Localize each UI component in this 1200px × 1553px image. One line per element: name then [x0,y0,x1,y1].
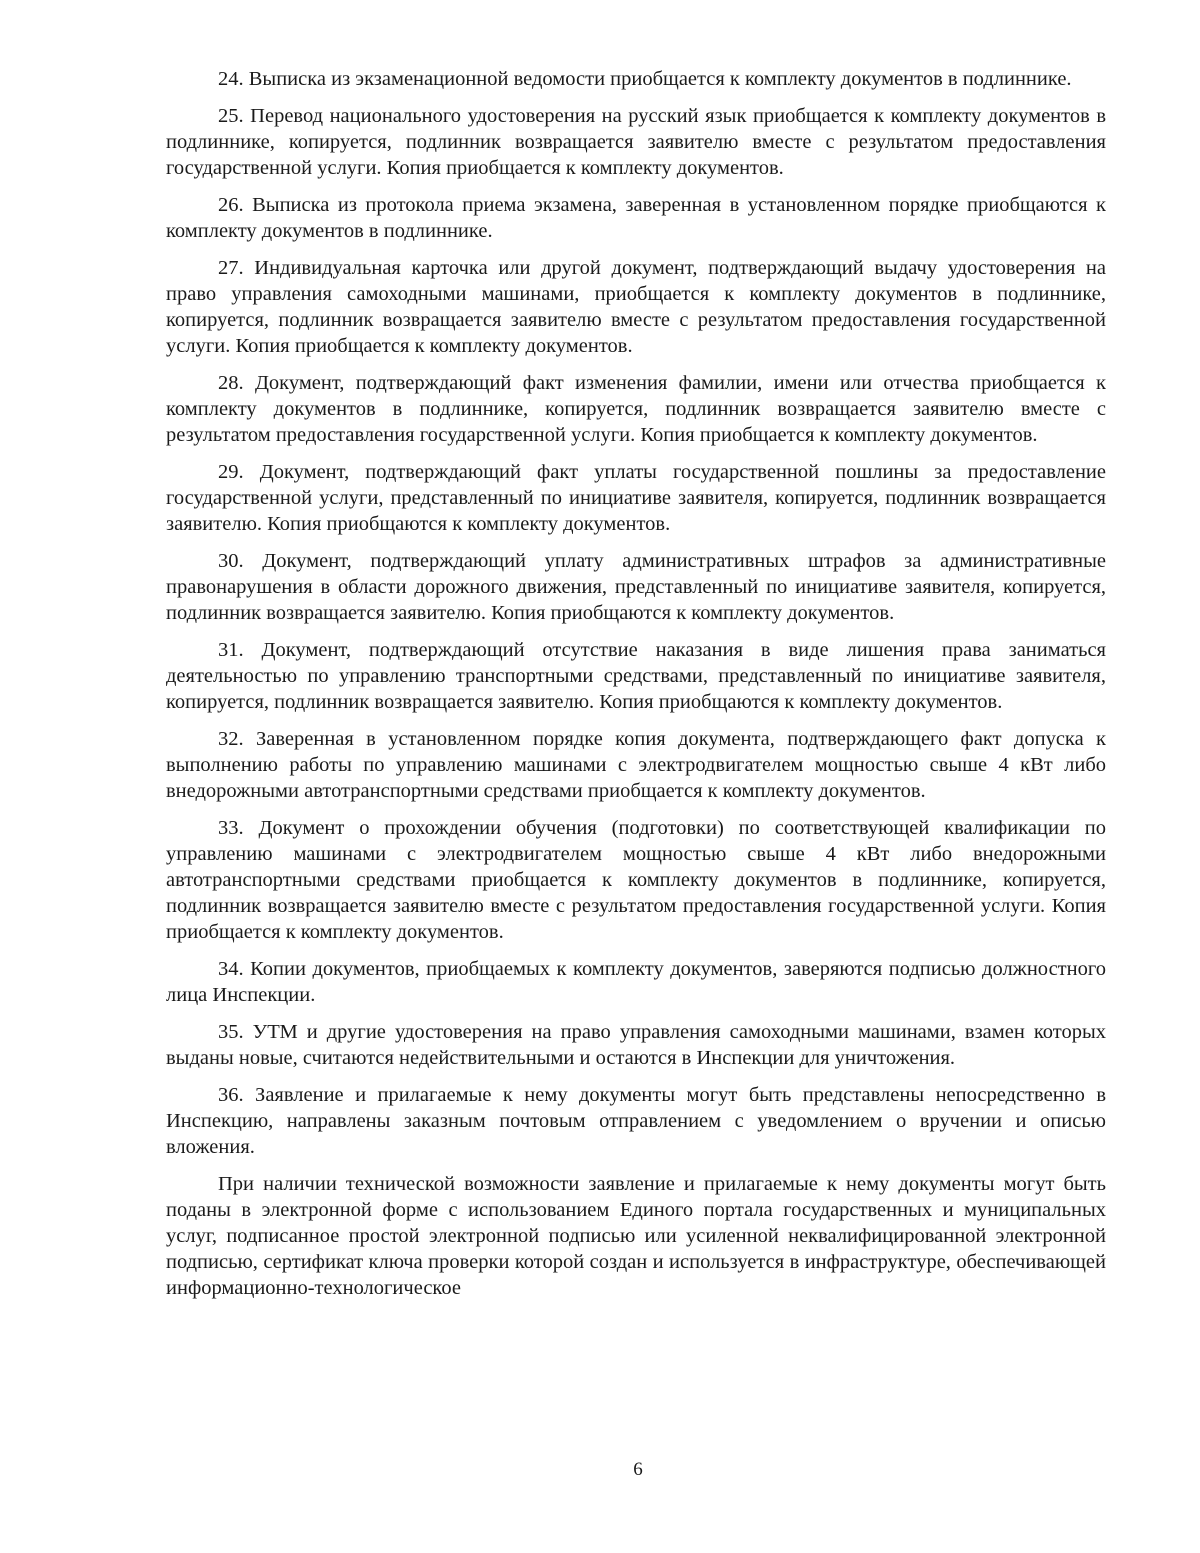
paragraph-35: 35. УТМ и другие удостоверения на право управления самоходными машинами, взамен которых выданы новые, считаются недействительными и остаются в Инспекции для уничтожения. [166,1021,1106,1069]
page-number: 6 [633,1459,643,1480]
paragraph-24: 24. Выписка из экзаменационной ведомости приобщается к комплекту документов в подлиннике. [218,68,1072,90]
paragraph-28: 28. Документ, подтверждающий факт изменения фамилии, имени или отчества приобщается к комплекту документов в подлиннике, копируется, подлинник возвращается заявителю вместе с результатом предоставления государственной услуги. Копия приобщается к комплекту документов. [166,372,1106,446]
paragraph-27: 27. Индивидуальная карточка или другой документ, подтверждающий выдачу удостоверения на право управления самоходными машинами, приобщается к комплекту документов в подлиннике, копируется, подлинник возвращается заявителю вместе с результатом предоставления государственной услуги. Копия приобщается к комплекту документов. [166,257,1106,357]
paragraph-31: 31. Документ, подтверждающий отсутствие наказания в виде лишения права заниматься деятельностью по управлению транспортными средствами, представленный по инициативе заявителя, копируется, подлинник возвращается заявителю. Копия приобщаются к комплекту документов. [166,639,1106,713]
paragraph-34: 34. Копии документов, приобщаемых к комплекту документов, заверяются подписью должностного лица Инспекции. [166,958,1106,1006]
paragraph-25: 25. Перевод национального удостоверения на русский язык приобщается к комплекту документов в подлиннике, копируется, подлинник возвращается заявителю вместе с результатом предоставления государственной услуги. Копия приобщается к комплекту документов. [166,105,1106,179]
paragraph-29: 29. Документ, подтверждающий факт уплаты государственной пошлины за предоставление государственной услуги, представленный по инициативе заявителя, копируется, подлинник возвращается заявителю. Копия приобщаются к комплекту документов. [166,461,1106,535]
paragraph-30: 30. Документ, подтверждающий уплату административных штрафов за административные правонарушения в области дорожного движения, представленный по инициативе заявителя, копируется, подлинник возвращается заявителю. Копия приобщаются к комплекту документов. [166,550,1106,624]
paragraph-33: 33. Документ о прохождении обучения (подготовки) по соответствующей квалификации по управлению машинами с электродвигателем мощностью свыше 4 кВт либо внедорожными автотранспортными средствами приобщается к комплекту документов в подлиннике, копируется, подлинник возвращается заявителю вместе с результатом предоставления государственной услуги. Копия приобщается к комплекту документов. [166,817,1106,943]
paragraph-32: 32. Заверенная в установленном порядке копия документа, подтверждающего факт допуска к выполнению работы по управлению машинами с электродвигателем мощностью свыше 4 кВт либо внедорожными автотранспортными средствами приобщается к комплекту документов. [166,728,1106,802]
paragraph-36: 36. Заявление и прилагаемые к нему документы могут быть представлены непосредственно в Инспекцию, направлены заказным почтовым отправлением с уведомлением о вручении и описью вложения. [166,1084,1106,1158]
paragraph-26: 26. Выписка из протокола приема экзамена, заверенная в установленном порядке приобщаются к комплекту документов в подлиннике. [166,194,1106,242]
document-body [166,66,1106,1312]
paragraph-electronic-submission: При наличии технической возможности заявление и прилагаемые к нему документы могут быть поданы в электронной форме с использованием Единого портала государственных и муниципальных услуг, подписанное простой электронной подписью или усиленной неквалифицированной электронной подписью, сертификат ключа проверки которой создан и используется в инфраструктуре, обеспечивающей информационно-технологическое [166,1173,1106,1299]
